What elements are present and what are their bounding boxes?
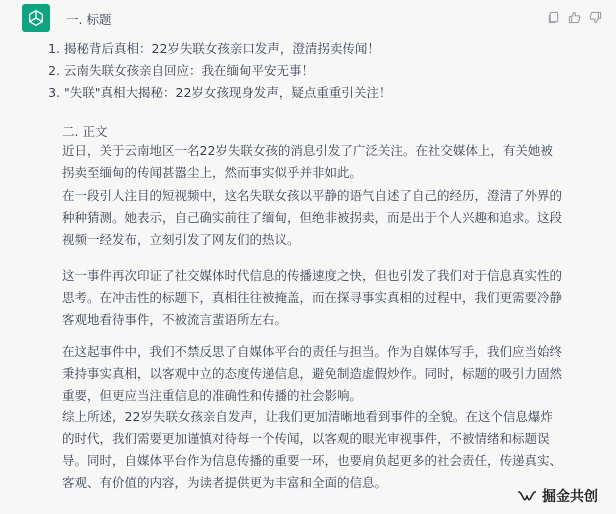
thumbs-down-icon bbox=[589, 11, 602, 24]
paragraph: 综上所述，22岁失联女孩亲自发声，让我们更加清晰地看到事件的全貌。在这个信息爆炸的时代，我们需要更加谨慎对待每一个传闻，以客观的眼光审视事件，不被情绪和标题误导。同时，自媒体平台作为信息传播的重要一环，也要肩负起更多的社会责任，传递真实、客观、有价值的内容，为读者提供更为丰富和全面的信息。 bbox=[62, 409, 563, 490]
thumbs-up-button[interactable] bbox=[568, 10, 581, 24]
thumbs-down-button[interactable] bbox=[589, 10, 602, 24]
list-item: 2. 云南失联女孩亲自回应：我在缅甸平安无事！ bbox=[64, 60, 604, 82]
assistant-avatar bbox=[22, 4, 50, 32]
paragraph: 在一段引人注目的短视频中，这名失联女孩以平静的语气自述了自己的经历，澄清了外界的种种猜测。她表示，自己确实前往了缅甸，但绝非被拐卖，而是出于个人兴趣和追求。这段视频一经发布，立刻引发了网友们的热议。 bbox=[62, 188, 563, 247]
paragraph: 这一事件再次印证了社交媒体时代信息的传播速度之快，但也引发了我们对于信息真实性的思考。在冲击性的标题下，真相往往被掩盖，而在探寻事实真相的过程中，我们更需要冷静客观地看待事件，不被流言蜚语所左右。 bbox=[62, 268, 563, 327]
body-section bbox=[62, 123, 563, 490]
section-heading-body: 二. 正文 bbox=[62, 124, 108, 139]
copy-button[interactable] bbox=[547, 10, 560, 24]
section-heading-title: 一. 标题 bbox=[66, 12, 112, 27]
list-item: 3. "失联"真相大揭秘：22岁女孩现身发声，疑点重重引关注！ bbox=[64, 82, 604, 104]
list-item: 1. 揭秘背后真相：22岁失联女孩亲口发声，澄清拐卖传闻！ bbox=[64, 38, 604, 60]
openai-logo-icon bbox=[26, 8, 46, 28]
title-list bbox=[44, 38, 604, 104]
paragraph: 近日，关于云南地区一名22岁失联女孩的消息引发了广泛关注。在社交媒体上，有关她被拐卖至缅甸的传闻甚嚣尘上，然而事实似乎并非如此。 bbox=[62, 143, 553, 180]
watermark bbox=[517, 486, 598, 506]
watermark-text: 掘金共创 bbox=[542, 489, 598, 505]
wechat-channel-icon bbox=[517, 488, 537, 504]
paragraph: 在这起事件中，我们不禁反思了自媒体平台的责任与担当。作为自媒体写手，我们应当始终秉持事实真相，以客观中立的态度传递信息，避免制造虚假炒作。同时，标题的吸引力固然重要，但更应当注重信息的准确性和传播的社会影响。 bbox=[62, 344, 563, 403]
message-actions bbox=[547, 10, 602, 24]
thumbs-up-icon bbox=[568, 11, 581, 24]
copy-icon bbox=[547, 11, 560, 24]
